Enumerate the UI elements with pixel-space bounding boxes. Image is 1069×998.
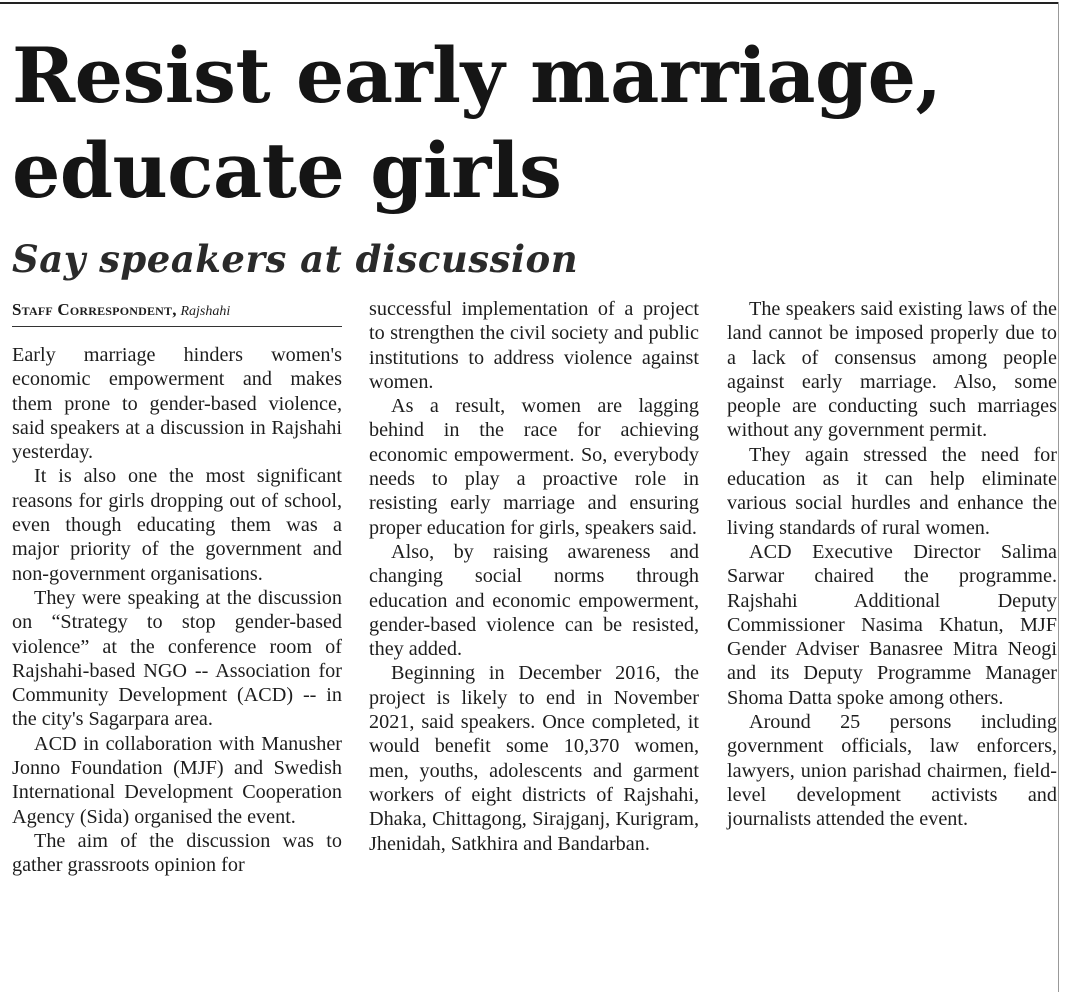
- paragraph: The aim of the discussion was to gather grassroots opinion for: [12, 829, 342, 877]
- paragraph: The speakers said existing laws of the land cannot be imposed properly due to a lack of consensus among people against early marriage. Also, some people are conducting such marriages without any government permit.: [727, 298, 1057, 442]
- paragraph: Also, by raising awareness and changing social norms through education and economic empowerment, gender-based violence can be resisted, they added.: [369, 540, 699, 661]
- paragraph: successful implementation of a project to strengthen the civil society and public institutions to address violence against women.: [369, 298, 699, 393]
- paragraph: Around 25 persons including government officials, law enforcers, lawyers, union parishad chairmen, field-level development activists and journalists attended the event.: [727, 711, 1057, 831]
- top-rule: [0, 2, 1058, 4]
- subheadline: Say speakers at discussion: [12, 237, 579, 281]
- paragraph: ACD in collaboration with Manusher Jonno Foundation (MJF) and Swedish International Development Cooperation Agency (Sida) organised the event.: [12, 732, 342, 828]
- paragraph: Beginning in December 2016, the project is likely to end in November 2021, said speakers. Once completed, it would benefit some 10,370 women, men, youths, adolescents and garment workers of eight districts of Rajshahi, Dhaka, Chittagong, Sirajganj, Kurigram, Jhenidah, Satkhira and Bandarban.: [369, 662, 699, 855]
- paragraph: As a result, women are lagging behind in the race for achieving economic empowerment. So, everybody needs to play a proactive role in resisting early marriage and ensuring proper education for girls, speakers said.: [369, 395, 699, 539]
- byline: [12, 297, 342, 323]
- paragraph: They were speaking at the discussion on “Strategy to stop gender-based violence” at the conference room of Rajshahi-based NGO -- Association for Community Development (ACD) -- in the city's Sagarpara area.: [12, 586, 342, 731]
- column-1: [12, 297, 342, 878]
- paragraph: Early marriage hinders women's economic empowerment and makes them prone to gender-based violence, said speakers at a discussion in Rajshahi yesterday.: [12, 344, 342, 464]
- column-3: [727, 297, 1057, 832]
- headline-line-2: educate girls: [12, 126, 562, 215]
- paragraph: ACD Executive Director Salima Sarwar chaired the programme. Rajshahi Additional Deputy Commissioner Nasima Khatun, MJF Gender Adviser Banasree Mitra Neogi and its Deputy Programme Manager Shoma Datta spoke among others.: [727, 540, 1057, 709]
- headline-line-1: Resist early marriage,: [12, 31, 942, 120]
- right-rule: [1058, 2, 1059, 992]
- paragraph: They again stressed the need for education as it can help eliminate various social hurdles and enhance the living standards of rural women.: [727, 443, 1057, 539]
- paragraph: It is also one the most significant reasons for girls dropping out of school, even though educating them was a major priority of the government and non-government organisations.: [12, 465, 342, 585]
- byline-divider: [12, 326, 342, 327]
- byline-location: Rajshahi: [180, 304, 231, 319]
- byline-name: Staff Correspondent,: [12, 300, 177, 319]
- headline: [12, 28, 1052, 218]
- column-2: [369, 297, 699, 856]
